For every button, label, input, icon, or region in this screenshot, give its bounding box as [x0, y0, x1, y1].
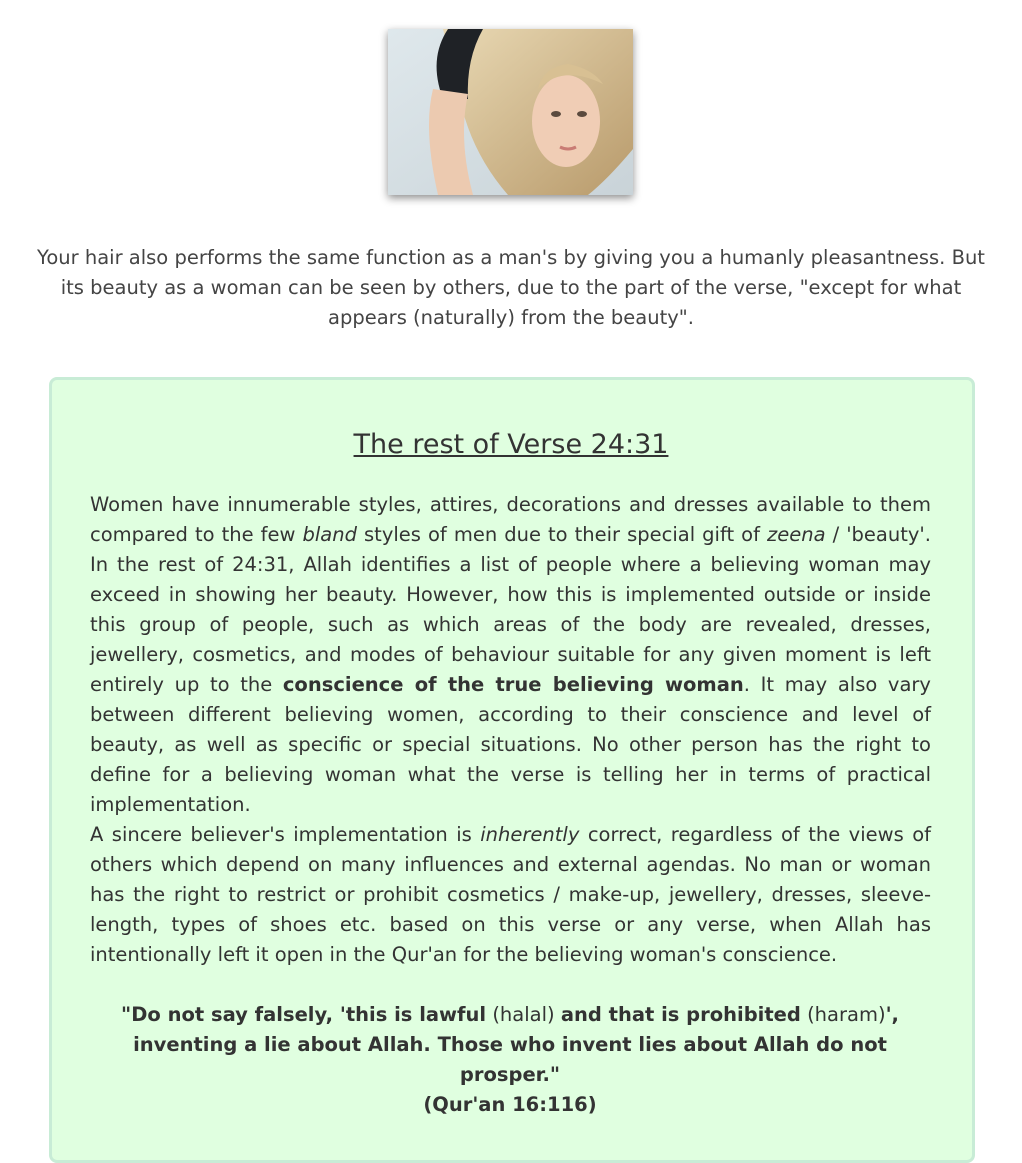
photo-illustration: [388, 29, 633, 195]
emphasis-bland: bland: [302, 523, 357, 546]
woman-brushing-hair-photo: [388, 29, 633, 195]
quote-reference: (Qur'an 16:116): [423, 1093, 597, 1116]
quran-quote: "Do not say falsely, 'this is lawful (halal) and that is prohibited (haram)', inventing a lie about Allah. Those who invent lies about Allah do not prosper." (Qur'an 16:116): [121, 1003, 899, 1116]
paragraph-beauty-conscience: Women have innumerable styles, attires, decorations and dresses available to them compared to the few bland styles of men due to their special gift of zeena / 'beauty'. In the rest of 24:31, Allah identifies a list of people where a believing woman may exceed in showing her beauty. However, how this is implemented outside or inside this group of people, such as which areas of the body are revealed, dresses, jewellery, cosmetics, and modes of behaviour suitable for any given moment is left entirely up to the conscience of the true believing woman. It may also vary between different believing women, according to their conscience and level of beauty, as well as specific or special situations. No other person has the right to define for a believing woman what the verse is telling her in terms of practical implementation.: [90, 493, 931, 816]
emphasis-zeena: zeena: [767, 523, 826, 546]
section-heading: The rest of Verse 24:31: [353, 429, 669, 460]
hair-caption: Your hair also performs the same function as a man's by giving you a humanly pleasantness. But its beauty as a woman can be seen by others, due to the part of the verse, "except for what appears (naturally) from the beauty".: [37, 246, 985, 329]
emphasis-inherently: inherently: [480, 823, 580, 846]
paragraph-sincere-believer: A sincere believer's implementation is inherently correct, regardless of the views of others which depend on many influences and external agendas. No man or woman has the right to restrict or prohibit cosmetics / make-up, jewellery, dresses, sleeve-length, types of shoes etc. based on this verse or any verse, when Allah has intentionally left it open in the Qur'an for the believing woman's conscience.: [90, 823, 931, 966]
emphasis-conscience: conscience of the true believing woman: [282, 673, 744, 696]
